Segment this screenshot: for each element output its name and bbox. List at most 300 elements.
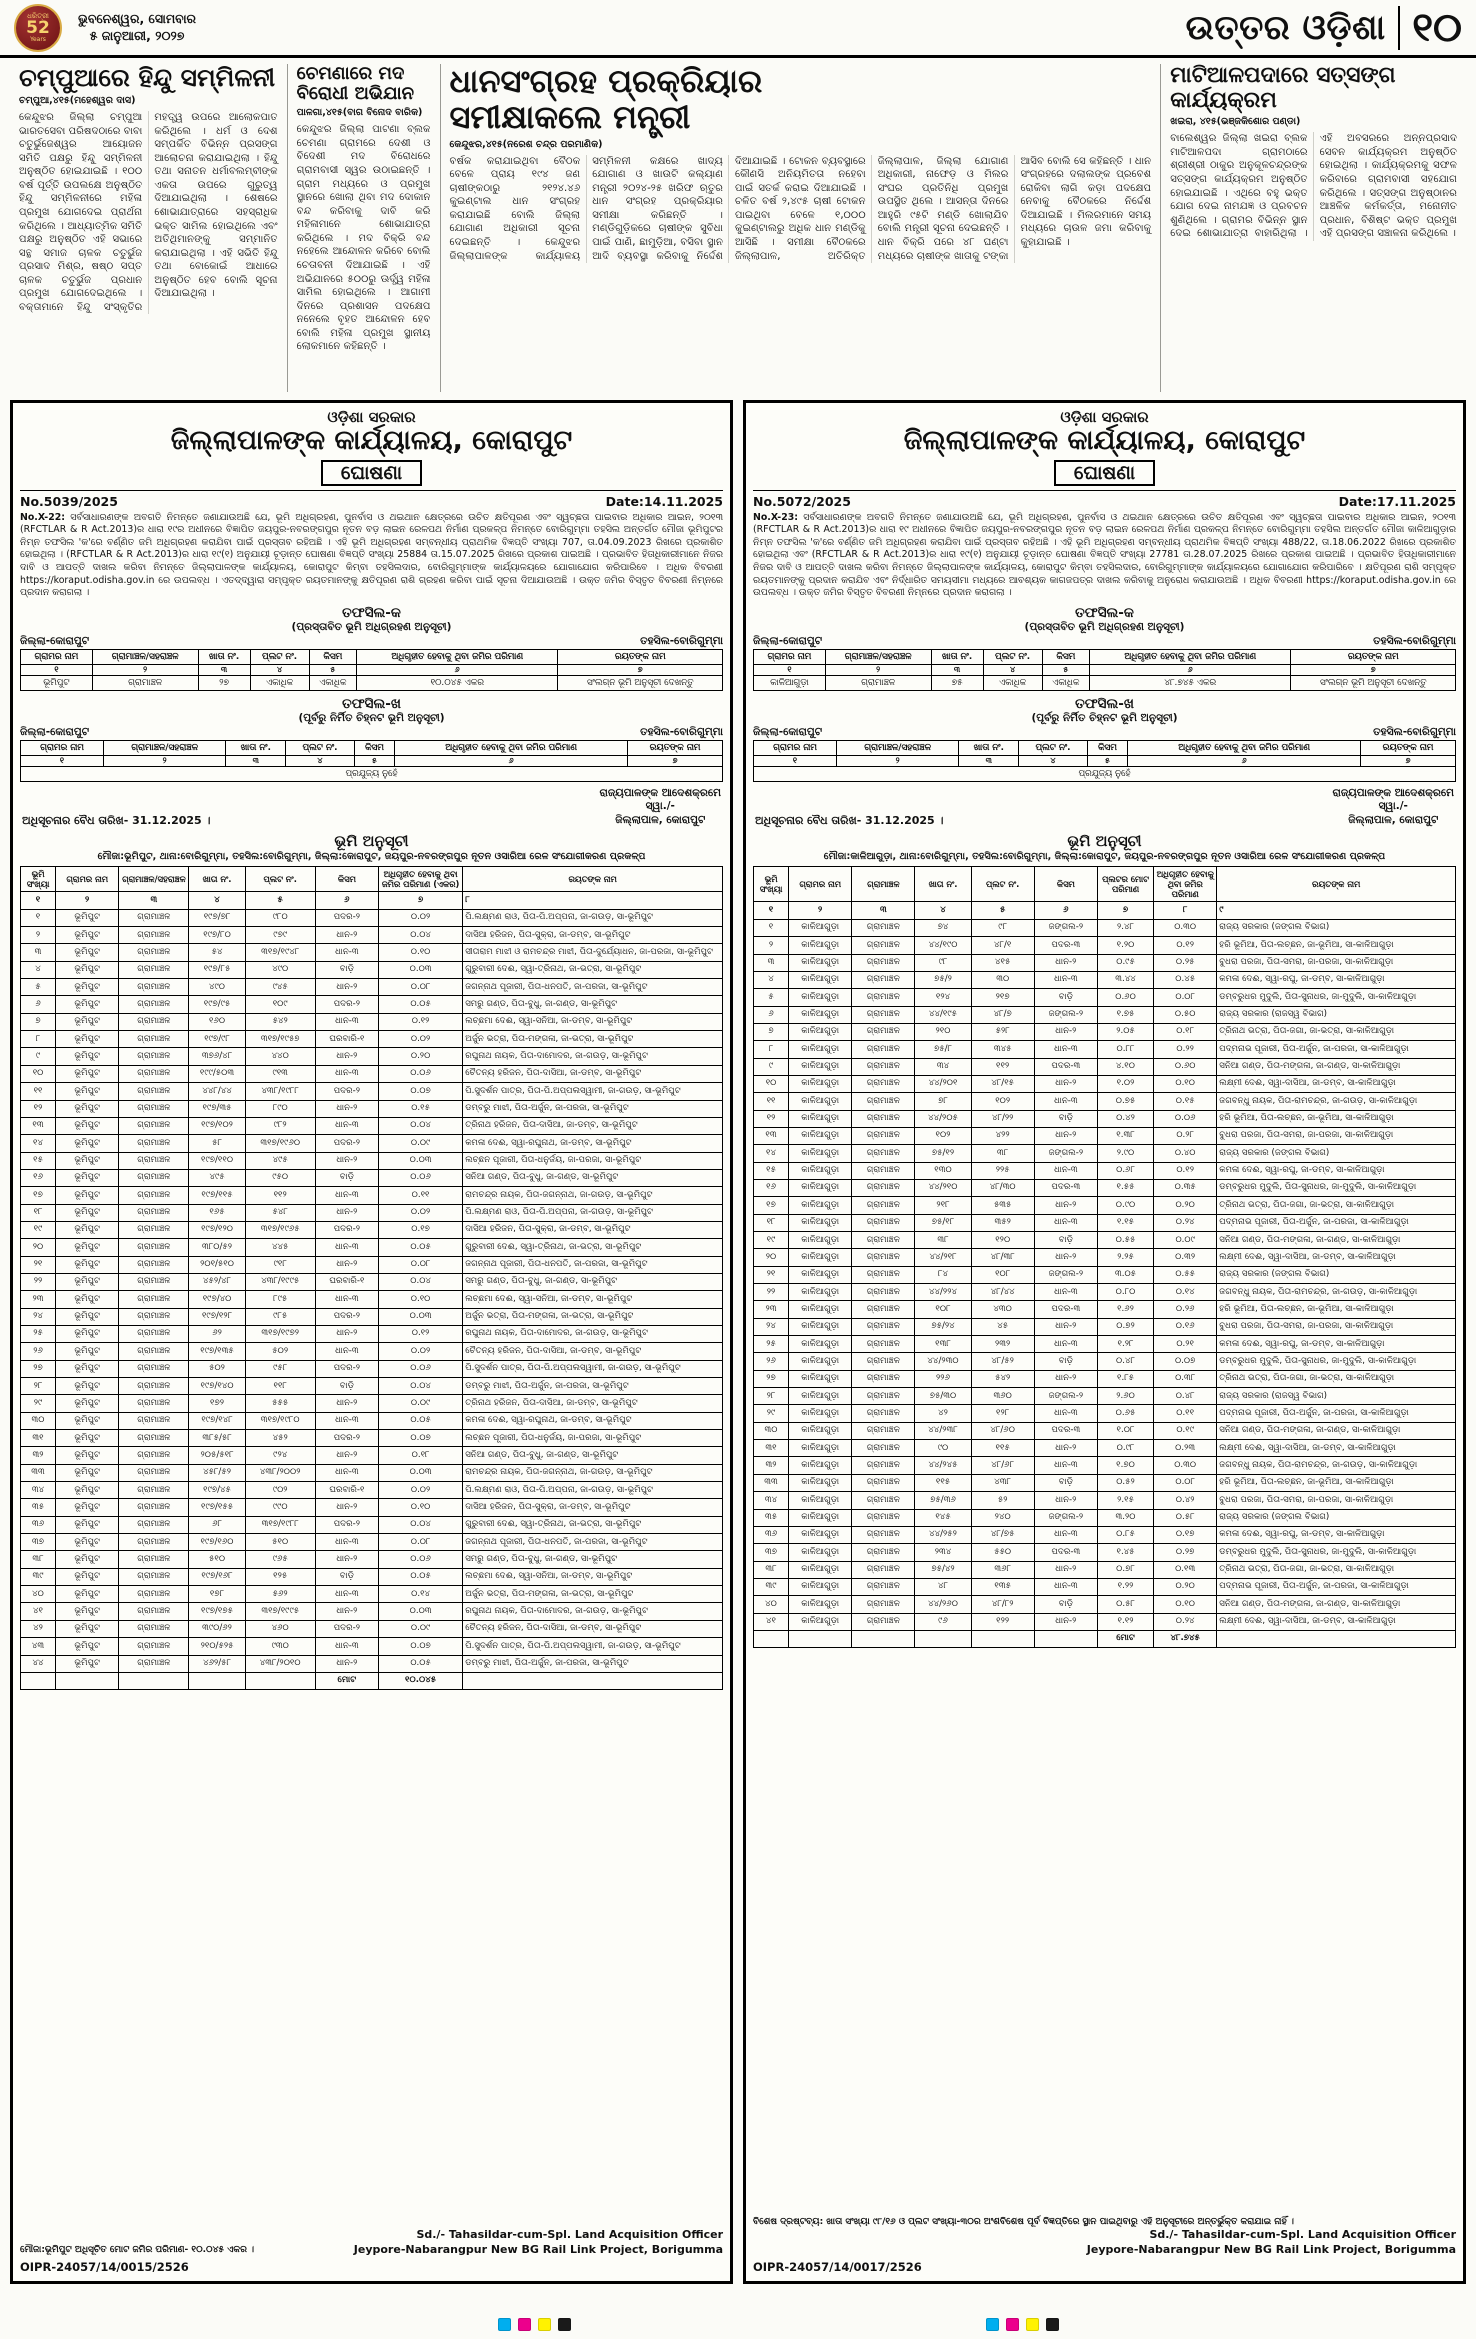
order-line: ରାଜ୍ୟପାଳଙ୍କ ଆଦେଶକ୍ରମେ — [1332, 786, 1454, 799]
table-cell: ୭୫/୨୪ — [915, 1318, 971, 1335]
table-cell: ୦.୦୯ — [378, 1135, 462, 1152]
table-cell: ୦.୧୦ — [378, 1499, 462, 1516]
table-row — [754, 1440, 1456, 1457]
table-cell: ୯୬୫ — [245, 1551, 315, 1568]
table-row — [21, 1412, 723, 1429]
table-cell: ୨୩୨ — [971, 1336, 1034, 1353]
table-cell: ଗ୍ରାମାଞ୍ଚଳ — [119, 1620, 189, 1637]
table-cell: ୫୨ — [971, 1492, 1034, 1509]
table-cell: ୧୯ — [754, 1232, 789, 1249]
table-cell: ଗ୍ରାମାଞ୍ଚଳ/ସହରାଞ୍ଚଳ — [825, 649, 931, 664]
table-cell: ୨୨୬ — [915, 1370, 971, 1387]
table-cell: ଧାନ-୩ — [1034, 1093, 1097, 1110]
table-cell: ଗ୍ରାମାଞ୍ଚଳ — [852, 1561, 915, 1578]
table-cell: କାଳିଆଗୁଡ଼ା — [789, 1110, 852, 1127]
table-cell: ୪ — [21, 961, 56, 978]
table-cell: ୪୩୮/୧୯୮୮ — [245, 1083, 315, 1100]
table-cell: ଭୂମିପୁଟ — [56, 1378, 119, 1395]
table-cell: କାଳିଆଗୁଡ଼ା — [789, 1422, 852, 1439]
table-cell: ୫ — [971, 902, 1034, 919]
table-row — [754, 1023, 1456, 1040]
table-cell: ଗ୍ରାମାଞ୍ଚଳ — [119, 1256, 189, 1273]
table-cell: ୪୨ — [21, 1620, 56, 1637]
validity-row — [22, 787, 721, 828]
table-cell: ୧ — [21, 909, 56, 926]
table-cell: ୦.୧୨ — [378, 1013, 462, 1030]
table-cell: ଧାନ-୨ — [315, 1499, 378, 1516]
table-cell: ୭୫/୨ — [915, 971, 971, 988]
table-cell: ଖାତା ନଂ. — [931, 649, 983, 664]
table-cell: ୦.୬୮ — [1097, 1162, 1153, 1179]
table-cell: ଧାନ-୨ — [1034, 1023, 1097, 1040]
table-cell: ୧.୫୫ — [1097, 1179, 1153, 1196]
tahasil-label: ତହସିଲ-ବୋରିଗୁମ୍ମା — [640, 634, 723, 647]
table-cell: ଘରବାରି-୧ — [315, 1482, 378, 1499]
table-cell: କାଳିଆଗୁଡ଼ା — [754, 675, 826, 690]
table-cell: ଧାନ-୩ — [315, 1464, 378, 1481]
table-cell: ୫୩୫ — [971, 1197, 1034, 1214]
table-cell: ୧୪୫ — [915, 1509, 971, 1526]
table-cell: ୩୭ — [21, 1534, 56, 1551]
table-cell: ଗ୍ରାମାଞ୍ଚଳ — [852, 1578, 915, 1595]
table-cell: ୯୦ — [915, 1440, 971, 1457]
table-cell: ୧୬୦ — [189, 1013, 245, 1030]
table-cell: ୧୦ — [754, 1075, 789, 1092]
table-cell: ଧାନ-୨ — [315, 1256, 378, 1273]
table-cell: ୦.୫୫ — [1154, 1266, 1217, 1283]
table-cell: ଭୂମିପୁଟ — [56, 1065, 119, 1082]
table-cell: ଗ୍ରାମର ନାମ — [789, 867, 852, 902]
table-cell: ୯୫୮ — [245, 1360, 315, 1377]
table-cell: ସନିଆ ଗଣ୍ଡ, ପିତା-ମଙ୍ଗଳା, ଜା-ଗଣ୍ଡ, ସା-କାଳିଆଗୁଡ଼ା — [1217, 1422, 1456, 1439]
table-cell: ୪୪/୨୨୪ — [915, 1284, 971, 1301]
table-cell: ଧାନ-୨ — [315, 1447, 378, 1464]
table-cell: ୪୯୦ — [245, 961, 315, 978]
collector-label: ଜିଲ୍ଲାପାଳ, କୋରାପୁଟ — [1348, 814, 1439, 827]
table-cell: ୦.୦୭ — [1154, 1353, 1217, 1370]
table-cell: ୧୯୭/୭୮ — [189, 909, 245, 926]
table-cell: ଗ୍ରାମାଞ୍ଚଳ — [119, 1031, 189, 1048]
table-cell: କାଳିଆଗୁଡ଼ା — [789, 1266, 852, 1283]
table-cell: ପଦର-୨ — [315, 1135, 378, 1152]
table-cell: ୦.୦୪ — [378, 1516, 462, 1533]
table-cell: ଜଗବନ୍ଧୁ ନାୟକ, ପିତା-ରାମଚନ୍ଦ୍ର, ଜା-ଗଉଡ଼, ସା-କାଳିଆଗୁଡ଼ା — [1217, 1284, 1456, 1301]
table-cell: ୧୯୭/୩୫ — [189, 1100, 245, 1117]
table-cell: ୦.୦୫ — [378, 996, 462, 1013]
table-cell: ୦.୧୯ — [1154, 1422, 1217, 1439]
tahasil-label: ତହସିଲ-ବୋରିଗୁମ୍ମା — [1373, 634, 1456, 647]
table-cell: ୦.୩୦ — [1154, 919, 1217, 936]
table-cell: ଗ୍ରାମାଞ୍ଚଳ — [119, 1603, 189, 1620]
table-cell: ଗ୍ରାମାଞ୍ଚଳ/ସହରାଞ୍ଚଳ — [104, 740, 226, 755]
table-cell: ୧୪ — [21, 1135, 56, 1152]
table-cell: ଗ୍ରାମାଞ୍ଚଳ — [119, 1412, 189, 1429]
table-cell: ୩୧୭/୧୯୪୮ — [245, 944, 315, 961]
table-cell: ଖାତା ନଂ. — [226, 740, 286, 755]
table-cell: ଭୂମିପୁଟ — [56, 961, 119, 978]
yellow-registration-mark — [1026, 2318, 1039, 2331]
table-row — [754, 1006, 1456, 1023]
table-cell: ୨.୬୦ — [1097, 1388, 1153, 1405]
table-cell: ୧୧୮ — [245, 1378, 315, 1395]
table-cell — [189, 1672, 245, 1689]
table-cell: ପଦର-୩ — [1034, 1422, 1097, 1439]
table-cell: ପଦର-୨ — [315, 1083, 378, 1100]
table-cell: ଭୂମିପୁଟ — [56, 1031, 119, 1048]
table-cell: ରାଜ୍ୟ ସରକାର (ଜଙ୍ଗଲ ବିଭାଗ) — [1217, 1145, 1456, 1162]
table-cell: ୩୮ — [21, 1551, 56, 1568]
table-cell: କାଳିଆଗୁଡ଼ା — [789, 989, 852, 1006]
schedule-a-table — [753, 649, 1456, 691]
table-cell: ୧୯୭/୧୬୦ — [189, 1534, 245, 1551]
table-cell: ୦.୦୬ — [378, 1360, 462, 1377]
table-cell: ୩୪ — [754, 1492, 789, 1509]
table-cell: ଗ୍ରାମାଞ୍ଚଳ — [852, 971, 915, 988]
table-cell: ୯୮ — [971, 919, 1034, 936]
table-cell: ଗ୍ରାମାଞ୍ଚଳ — [852, 1301, 915, 1318]
table-cell: କାଳିଆଗୁଡ଼ା — [789, 1197, 852, 1214]
table-cell: ୪୯୫ — [189, 1169, 245, 1186]
table-cell: ଭୂମିପୁଟ — [56, 927, 119, 944]
table-cell: ୧୦.୦୪୫ ଏକର — [356, 675, 557, 690]
table-cell: ୦.୭୫ — [1097, 1093, 1153, 1110]
table-cell — [21, 1672, 56, 1689]
table-cell: ୫ — [354, 755, 395, 766]
table-cell: ୮ — [1154, 902, 1217, 919]
table-row — [21, 1273, 723, 1290]
table-cell: ଗ୍ରାମାଞ୍ଚଳ — [852, 1162, 915, 1179]
table-cell: ୧ — [21, 664, 93, 675]
schedule-b-location — [753, 726, 1456, 739]
table-cell: ଧାନ-୨ — [1034, 1249, 1097, 1266]
table-cell: ଧାନ-୨ — [1034, 1370, 1097, 1387]
table-cell: ୦.୦୭ — [378, 1638, 462, 1655]
table-cell: ୦.୧୭ — [378, 1221, 462, 1238]
column-number-row — [754, 902, 1456, 919]
order-line: ରାଜ୍ୟପାଳଙ୍କ ଆଦେଶକ୍ରମେ — [599, 786, 721, 799]
table-row — [754, 1041, 1456, 1058]
table-cell: ୪୫ — [971, 1318, 1034, 1335]
table-cell: ଭୂମିପୁଟ — [56, 1048, 119, 1065]
table-row — [21, 675, 723, 690]
validity-date: ଅଧିସୂଚନାର ବୈଧ ତାରିଖ- 31.12.2025 । — [22, 813, 211, 827]
schedule-b-table — [753, 740, 1456, 782]
table-cell: ବାଡ଼ି — [1034, 1596, 1097, 1613]
table-cell: ରଘୁନାଥ ନାୟକ, ପିତା-ଦାମୋଦର, ଜା-ଗଉଡ଼, ସା-ଭୂମିପୁଟ — [463, 1048, 723, 1065]
table-cell: କାଳିଆଗୁଡ଼ା — [789, 954, 852, 971]
table-cell: ଗ୍ରାମାଞ୍ଚଳ — [119, 1360, 189, 1377]
table-cell: ୧୩୫ — [971, 1578, 1034, 1595]
table-cell: ୦.୦୯ — [1154, 1232, 1217, 1249]
table-cell: ୫ — [1087, 755, 1128, 766]
table-cell: ଧାନ-୨ — [315, 1100, 378, 1117]
table-cell: ୧.୦୨ — [1097, 1075, 1153, 1092]
table-cell: ୦.୨୪ — [1154, 1613, 1217, 1630]
notice-number: No.5039/2025 — [20, 493, 118, 509]
table-cell: ୦.୬୦ — [1097, 989, 1153, 1006]
table-cell: ଧାନ-୨ — [1034, 1440, 1097, 1457]
table-row — [21, 1083, 723, 1100]
table-cell: ଗ୍ରାମାଞ୍ଚଳ — [119, 944, 189, 961]
table-cell: ରୟତଙ୍କ ନାମ — [628, 740, 723, 755]
table-cell: ୧୯ — [21, 1221, 56, 1238]
table-cell: ୦.୦୨ — [378, 1204, 462, 1221]
table-cell: ସମରୁ ଗଣ୍ଡ, ପିତା-ବୁଧୁ, ଜା-ଗଣ୍ଡ, ସା-ଭୂମିପୁଟ — [463, 1551, 723, 1568]
table-cell: କାଳିଆଗୁଡ଼ା — [789, 937, 852, 954]
table-row — [21, 1221, 723, 1238]
table-cell: ଗ୍ରାମାଞ୍ଚଳ — [119, 1464, 189, 1481]
table-cell: ୪୮/୭୫ — [971, 1526, 1034, 1543]
table-cell: ୫୪ — [189, 944, 245, 961]
table-cell: ଗ୍ରାମାଞ୍ଚଳ — [119, 1100, 189, 1117]
table-cell: ୪୩୮/୨୦୧୦ — [245, 1655, 315, 1672]
table-cell: ଧାନ-୩ — [1034, 1526, 1097, 1543]
order-block — [600, 787, 722, 828]
table-cell: ଭୂମିପୁଟ — [56, 1169, 119, 1186]
schedule-a-subtitle: (ପ୍ରସ୍ତାବିତ ଭୂମି ଅଧିଗ୍ରହଣ ଅନୁସୂଚୀ) — [291, 620, 452, 633]
table-cell: ୨.୧୫ — [1097, 1492, 1153, 1509]
edition-title: ଉତ୍ତର ଓଡ଼ିଶା — [1185, 7, 1386, 48]
table-row — [21, 1031, 723, 1048]
table-cell: ଗ୍ରାମାଞ୍ଚଳ — [852, 1266, 915, 1283]
table-cell: ୦.୫୦ — [1154, 1006, 1217, 1023]
table-cell: ୧୭୮ — [189, 1586, 245, 1603]
table-cell: କାଳିଆଗୁଡ଼ା — [789, 1509, 852, 1526]
table-cell: ଧାନ-୨ — [315, 1048, 378, 1065]
table-cell: ଧାନ-୨ — [1034, 1561, 1097, 1578]
table-cell: କିସମ — [354, 740, 395, 755]
table-cell — [789, 1630, 852, 1647]
table-cell: ୩୯ — [21, 1568, 56, 1585]
logo-years: 52 — [26, 17, 50, 38]
table-cell: ୧୮ — [21, 1204, 56, 1221]
table-cell: ୪୪/୨୩୦ — [915, 1353, 971, 1370]
table-cell: ଭୂମିପୁଟ — [56, 1343, 119, 1360]
table-cell: ଗ୍ରାମାଞ୍ଚଳ — [852, 919, 915, 936]
table-cell: ଗ୍ରାମାଞ୍ଚଳ — [119, 1273, 189, 1290]
table-cell: ଗ୍ରାମାଞ୍ଚଳ — [852, 937, 915, 954]
announcement-label: ଘୋଷଣା — [321, 460, 422, 486]
table-cell: ଧାନ-୨ — [315, 927, 378, 944]
table-cell: ୦.୧୦ — [378, 1291, 462, 1308]
table-cell: ଦାସିଆ ହରିଜନ, ପିତା-ସୁକ୍ରା, ଜା-ଡମ୍ବ, ସା-ଭୂମିପୁଟ — [463, 1499, 723, 1516]
edition-divider — [1398, 6, 1401, 50]
table-cell: ୯ — [1217, 902, 1456, 919]
table-cell: ୮ — [463, 892, 723, 909]
table-cell: ୧ — [754, 664, 826, 675]
table-cell: ପଦର-୩ — [1034, 1058, 1097, 1075]
table-row — [21, 766, 723, 781]
table-cell: ରାଜ୍ୟ ସରକାର (ଜଙ୍ଗଲ ବିଭାଗ) — [1217, 1266, 1456, 1283]
table-cell: ୧୩୮ — [915, 1336, 971, 1353]
table-header-row — [754, 867, 1456, 902]
table-cell: ଗୁରୁବାରୀ ଦେଈ, ସ୍ୱା-ତ୍ରିନାଥ, ଜା-ଭତ୍ରା, ସା-ଭୂମିପୁଟ — [463, 961, 723, 978]
table-cell: ଗ୍ରାମାଞ୍ଚଳ — [119, 996, 189, 1013]
table-cell: ୪୧ — [754, 1613, 789, 1630]
table-row — [754, 1214, 1456, 1231]
table-cell: ଭୂମିପୁଟ — [56, 1117, 119, 1134]
table-cell: ୧୨୪ — [915, 989, 971, 1006]
table-cell: ୩୯୦/୬୨ — [189, 1620, 245, 1637]
table-cell: ହରି ଭୂମିଆ, ପିତା-ଲଚ୍ଛନ, ଜା-ଭୂମିଆ, ସା-କାଳିଆଗୁଡ଼ା — [1217, 1301, 1456, 1318]
table-cell: ହରି ଭୂମିଆ, ପିତା-ଲଚ୍ଛନ, ଜା-ଭୂମିଆ, ସା-କାଳିଆଗୁଡ଼ା — [1217, 1474, 1456, 1491]
not-applicable-cell: ପ୍ରଯୁଜ୍ୟ ନୁହେଁ — [21, 766, 723, 781]
table-cell: ଲଚ୍ଛନ ପୂଜାରୀ, ପିତା-ଧନୁର୍ଜୟ, ଜା-ପରଜା, ସା-ଭୂମିପୁଟ — [463, 1430, 723, 1447]
table-cell: ୪୩୮/୧୯୯୫ — [245, 1273, 315, 1290]
table-cell: କାଳିଆଗୁଡ଼ା — [789, 1284, 852, 1301]
notice-date: Date:17.11.2025 — [1338, 493, 1456, 509]
table-cell: ମୋଟ — [315, 1672, 378, 1689]
table-row — [754, 1127, 1456, 1144]
signature-line: Jeypore-Nabarangpur New BG Rail Link Project, Borigumma — [1086, 2242, 1456, 2256]
table-cell: ୩ — [852, 902, 915, 919]
table-cell: ଗ୍ରାମାଞ୍ଚଳ — [852, 1457, 915, 1474]
table-cell: ଧାନ-୨ — [315, 1655, 378, 1672]
table-cell: ଗ୍ରାମାଞ୍ଚଳ — [852, 1596, 915, 1613]
table-cell: କାଳିଆଗୁଡ଼ା — [789, 1023, 852, 1040]
black-registration-mark — [1046, 2318, 1059, 2331]
signature-block — [753, 2228, 1456, 2257]
table-cell: ଗ୍ରାମାଞ୍ଚଳ — [852, 1197, 915, 1214]
table-cell: ବାଡ଼ି — [315, 961, 378, 978]
article-body: କେନ୍ଦୁଝର ଜିଲ୍ଲା ଚମ୍ପୁଆ ଭାରତସେବା ପରିଷଦଠାରେ ବାବା ଚତୁର୍ଭୁଜେଶ୍ୱର ଆୟୋଜନ ସମିତି ପକ୍ଷରୁ ହିନ୍ଦୁ ସମ୍ମିଳନୀ ଅନୁଷ୍ଠିତ ହୋଇଯାଇଛି । ୧୦୦ ବର୍ଷ ପୂର୍ତ୍ତି ଉପଲକ୍ଷେ ଅନୁଷ୍ଠିତ ହିନ୍ଦୁ ସମ୍ମିଳନୀରେ ମହିଳା ପ୍ରମୁଖ ଯୋଗଦେଇ ପ୍ରାର୍ଥନା କରିଥିଲେ । ଆଧ୍ୟାତ୍ମିକ ସମିତି ପକ୍ଷରୁ ଅନୁଷ୍ଠିତ ଏହି ସଭାରେ ସନ୍ଥ ସମାଜ ଚାଳକ ଚତୁର୍ଭୁଜ ପ୍ରସାଦ ମିଶ୍ର, ଷଷ୍ଠ ସପ୍ତ ଚାଳକ ଚତୁର୍ଭୁଜ ପ୍ରଧାନ ପ୍ରମୁଖ ଯୋଗଦେଇଥିଲେ । ବକ୍ତାମାନେ ହିନ୍ଦୁ ସଂସ୍କୃତିର ମହତ୍ତ୍ୱ ଉପରେ ଆଲୋକପାତ କରିଥିଲେ । ଧର୍ମ ଓ ଦେଶ ସମ୍ପର୍କିତ ବିଭିନ୍ନ ପ୍ରସଙ୍ଗ ଆଲୋଚନା କରାଯାଇଥିଲା । ହିନ୍ଦୁ ତଥା ସନାତନ ଧର୍ମାବଲମ୍ବୀଙ୍କ ଏକତା ଉପରେ ଗୁରୁତ୍ୱ ଦିଆଯାଇଥିଲା । ଶେଷରେ ଶୋଭାଯାତ୍ରାରେ ସହସ୍ରାଧିକ ଭକ୍ତ ସାମିଲ ହୋଇଥିଲେ ଏବଂ ଅତିଥିମାନଙ୍କୁ ସମ୍ମାନିତ କରାଯାଇଥିଲା । ଏହି ସଭିତି ହିନ୍ଦୁ ତଥା ବୋକୋଇଁ ଆଧାରେ ଅନୁଷ୍ଠିତ ହେବ ବୋଲି ସୂଚନା ଦିଆଯାଇଥିଲା । — [19, 112, 278, 313]
table-cell: ଗ୍ରାମାଞ୍ଚଳ/ସହରାଞ୍ଚଳ — [92, 649, 198, 664]
table-cell: ୭୫/୩୬ — [915, 1492, 971, 1509]
table-cell: ପଦର-୨ — [315, 1430, 378, 1447]
table-cell: ତ୍ରିନାଥ ହରିଜନ, ପିତା-ଦାସିଆ, ଜା-ଡମ୍ବ, ସା-ଭୂମିପୁଟ — [463, 1395, 723, 1412]
table-cell: ଦାସିଆ ହରିଜନ, ପିତା-ସୁକ୍ରା, ଜା-ଡମ୍ବ, ସା-ଭୂମିପୁଟ — [463, 927, 723, 944]
table-cell: ଧାନ-୩ — [315, 1013, 378, 1030]
table-cell: ୧୯୭/୮୫ — [189, 961, 245, 978]
table-cell: ଗ୍ରାମର ନାମ — [754, 740, 837, 755]
table-cell: ଗ୍ରାମର ନାମ — [56, 867, 119, 892]
table-row — [754, 1526, 1456, 1543]
table-cell: ଜଙ୍ଗଲ-୨ — [1034, 1509, 1097, 1526]
table-cell: ୦.୩୦ — [1154, 1457, 1217, 1474]
table-row — [21, 1308, 723, 1325]
table-cell: ୧୩୦ — [915, 1162, 971, 1179]
table-cell: ୧୨ — [754, 1110, 789, 1127]
table-cell: ଧାନ-୩ — [315, 1412, 378, 1429]
table-cell: ୦.୧୦ — [1154, 1075, 1217, 1092]
table-cell: ୨୫ — [754, 1336, 789, 1353]
table-cell: ୧୧୫ — [971, 1440, 1034, 1457]
table-cell: ଭୂମିପୁଟ — [56, 1360, 119, 1377]
table-cell: ୧୯୭/୧୪୦ — [189, 1378, 245, 1395]
table-cell: କାଳିଆଗୁଡ଼ା — [789, 1405, 852, 1422]
table-cell: ୧୫ — [754, 1162, 789, 1179]
table-cell: ୪୪/୨୦୫ — [915, 1110, 971, 1127]
table-cell: ୩୧୭/୧୯୬୦ — [245, 1135, 315, 1152]
table-row — [21, 1516, 723, 1533]
table-cell: ୨୧୮ — [915, 1197, 971, 1214]
table-row — [754, 1613, 1456, 1630]
table-cell: କାଳିଆଗୁଡ଼ା — [789, 1232, 852, 1249]
masthead — [0, 0, 1476, 58]
table-cell: ୩୭୬/୪୮ — [189, 1048, 245, 1065]
table-cell: ୧୯୭/୧୫୫ — [189, 1499, 245, 1516]
table-cell: କାଳିଆଗୁଡ଼ା — [789, 1093, 852, 1110]
table-cell — [754, 1630, 789, 1647]
table-cell: ୦.୧୨ — [378, 1325, 462, 1342]
table-cell: ଧାନ-୩ — [315, 1117, 378, 1134]
signature-mark: ସ୍ୱା./- — [1378, 800, 1408, 813]
table-cell: ୭ — [378, 892, 462, 909]
table-cell: ଧାନ-୨ — [315, 1204, 378, 1221]
table-cell: ୪୮/୪୪ — [971, 1284, 1034, 1301]
table-cell: କାଳିଆଗୁଡ଼ା — [789, 1162, 852, 1179]
validity-date: ଅଧିସୂଚନାର ବୈଧ ତାରିଖ- 31.12.2025 । — [755, 813, 944, 827]
table-cell: ଭୂମିପୁଟ — [56, 1534, 119, 1551]
table-cell: ଧାନ-୩ — [315, 1638, 378, 1655]
table-cell: କାଳିଆଗୁଡ଼ା — [789, 971, 852, 988]
table-cell: ପଦ୍ମନାଭ ପୂଜାରୀ, ପିତା-ଅର୍ଜୁନ, ଜା-ପରଜା, ସା-କାଳିଆଗୁଡ଼ା — [1217, 1041, 1456, 1058]
table-cell: ଗ୍ରାମାଞ୍ଚଳ — [119, 1395, 189, 1412]
table-cell: ଭୂମିପୁଟ — [56, 1586, 119, 1603]
table-cell: ୨୪ — [754, 1318, 789, 1335]
table-cell: ୪୮.୭୪୫ — [1154, 1630, 1217, 1647]
table-cell: ୦.୧୦ — [378, 944, 462, 961]
table-cell: ଧାନ-୩ — [1034, 1405, 1097, 1422]
table-cell: ଗ୍ରାମର ନାମ — [754, 649, 826, 664]
table-cell: ୭ — [1097, 902, 1153, 919]
table-cell: ଧାନ-୨ — [1034, 1613, 1097, 1630]
table-row — [754, 1179, 1456, 1196]
table-cell: ଗ୍ରାମାଞ୍ଚଳ — [119, 1169, 189, 1186]
table-cell — [463, 1672, 723, 1689]
table-cell: ଭୂମିପୁଟ — [56, 1325, 119, 1342]
table-cell: ୦.୬୫ — [1097, 1405, 1153, 1422]
table-cell: ଡମ୍ବରୁଧର ମୁଦୁଲି, ପିତା-ସୁନାଧର, ଜା-ମୁଦୁଲି, ସା-କାଳିଆଗୁଡ଼ା — [1217, 1544, 1456, 1561]
table-cell: ଧାନ-୨ — [315, 1603, 378, 1620]
table-cell: ରଘୁନାଥ ନାୟକ, ପିତା-ଦାମୋଦର, ଜା-ଗଉଡ଼, ସା-ଭୂମିପୁଟ — [463, 1325, 723, 1342]
table-header-row — [754, 649, 1456, 664]
table-cell: ଧାନ-୩ — [1034, 1284, 1097, 1301]
table-cell: ୫୦୨ — [245, 1343, 315, 1360]
table-cell: କାଳିଆଗୁଡ଼ା — [789, 919, 852, 936]
table-cell: ଭୂମିପୁଟ — [56, 1395, 119, 1412]
article-paddy-procurement — [440, 64, 1161, 392]
table-cell: ୦.୯୦ — [1097, 1197, 1153, 1214]
table-cell: ୦.୯୫ — [1097, 954, 1153, 971]
table-cell: ୫୮ — [189, 1135, 245, 1152]
table-cell: ୩୩ — [21, 1464, 56, 1481]
table-cell: ପଦର-୨ — [315, 996, 378, 1013]
signature-line: Sd./- Tahasildar-cum-Spl. Land Acquisition Officer — [1149, 2228, 1456, 2242]
table-cell: ରାଜ୍ୟ ସରକାର (ରାଜସ୍ୱ ବିଭାଗ) — [1217, 1006, 1456, 1023]
office-title: ଜିଲ୍ଲାପାଳଙ୍କ କାର୍ଯ୍ୟାଳୟ, କୋରାପୁଟ — [170, 425, 573, 456]
table-header-row — [21, 740, 723, 755]
table-cell: ୪ — [983, 664, 1042, 675]
table-cell: ୩ — [959, 755, 1019, 766]
table-cell: ଗ୍ରାମାଞ୍ଚଳ — [852, 1318, 915, 1335]
table-cell: ଡମ୍ବରୁଧର ମୁଦୁଲି, ପିତା-ସୁନାଧର, ଜା-ମୁଦୁଲି, ସା-କାଳିଆଗୁଡ଼ା — [1217, 989, 1456, 1006]
table-cell: କମଳା ଦେଈ, ସ୍ୱା-ରଘୁନାଥ, ଜା-ଡମ୍ବ, ସା-ଭୂମିପୁଟ — [463, 1412, 723, 1429]
table-cell: ଜଙ୍ଗଲ-୨ — [1034, 1388, 1097, 1405]
dateline-date: ୫ ଜାନୁଆରୀ, ୨୦୨୭ — [89, 27, 185, 43]
table-cell: ୪୫୮/୫୨ — [189, 1464, 245, 1481]
table-cell: ୨୨ — [21, 1273, 56, 1290]
office-title: ଜିଲ୍ଲାପାଳଙ୍କ କାର୍ଯ୍ୟାଳୟ, କୋରାପୁଟ — [903, 425, 1306, 456]
table-cell: ୦.୧୨ — [1154, 937, 1217, 954]
district-label: ଜିଲ୍ଲା-କୋରାପୁଟ — [753, 725, 822, 738]
column-number-row — [754, 755, 1456, 766]
table-cell: ଭୂମିପୁଟ — [56, 1135, 119, 1152]
table-cell: ୧୬ — [754, 1179, 789, 1196]
table-cell: ଭୂମିପୁଟ — [56, 1620, 119, 1637]
table-cell: ୧.୭୦ — [1097, 1457, 1153, 1474]
table-cell: ଭୂମିପୁଟ — [56, 1516, 119, 1533]
